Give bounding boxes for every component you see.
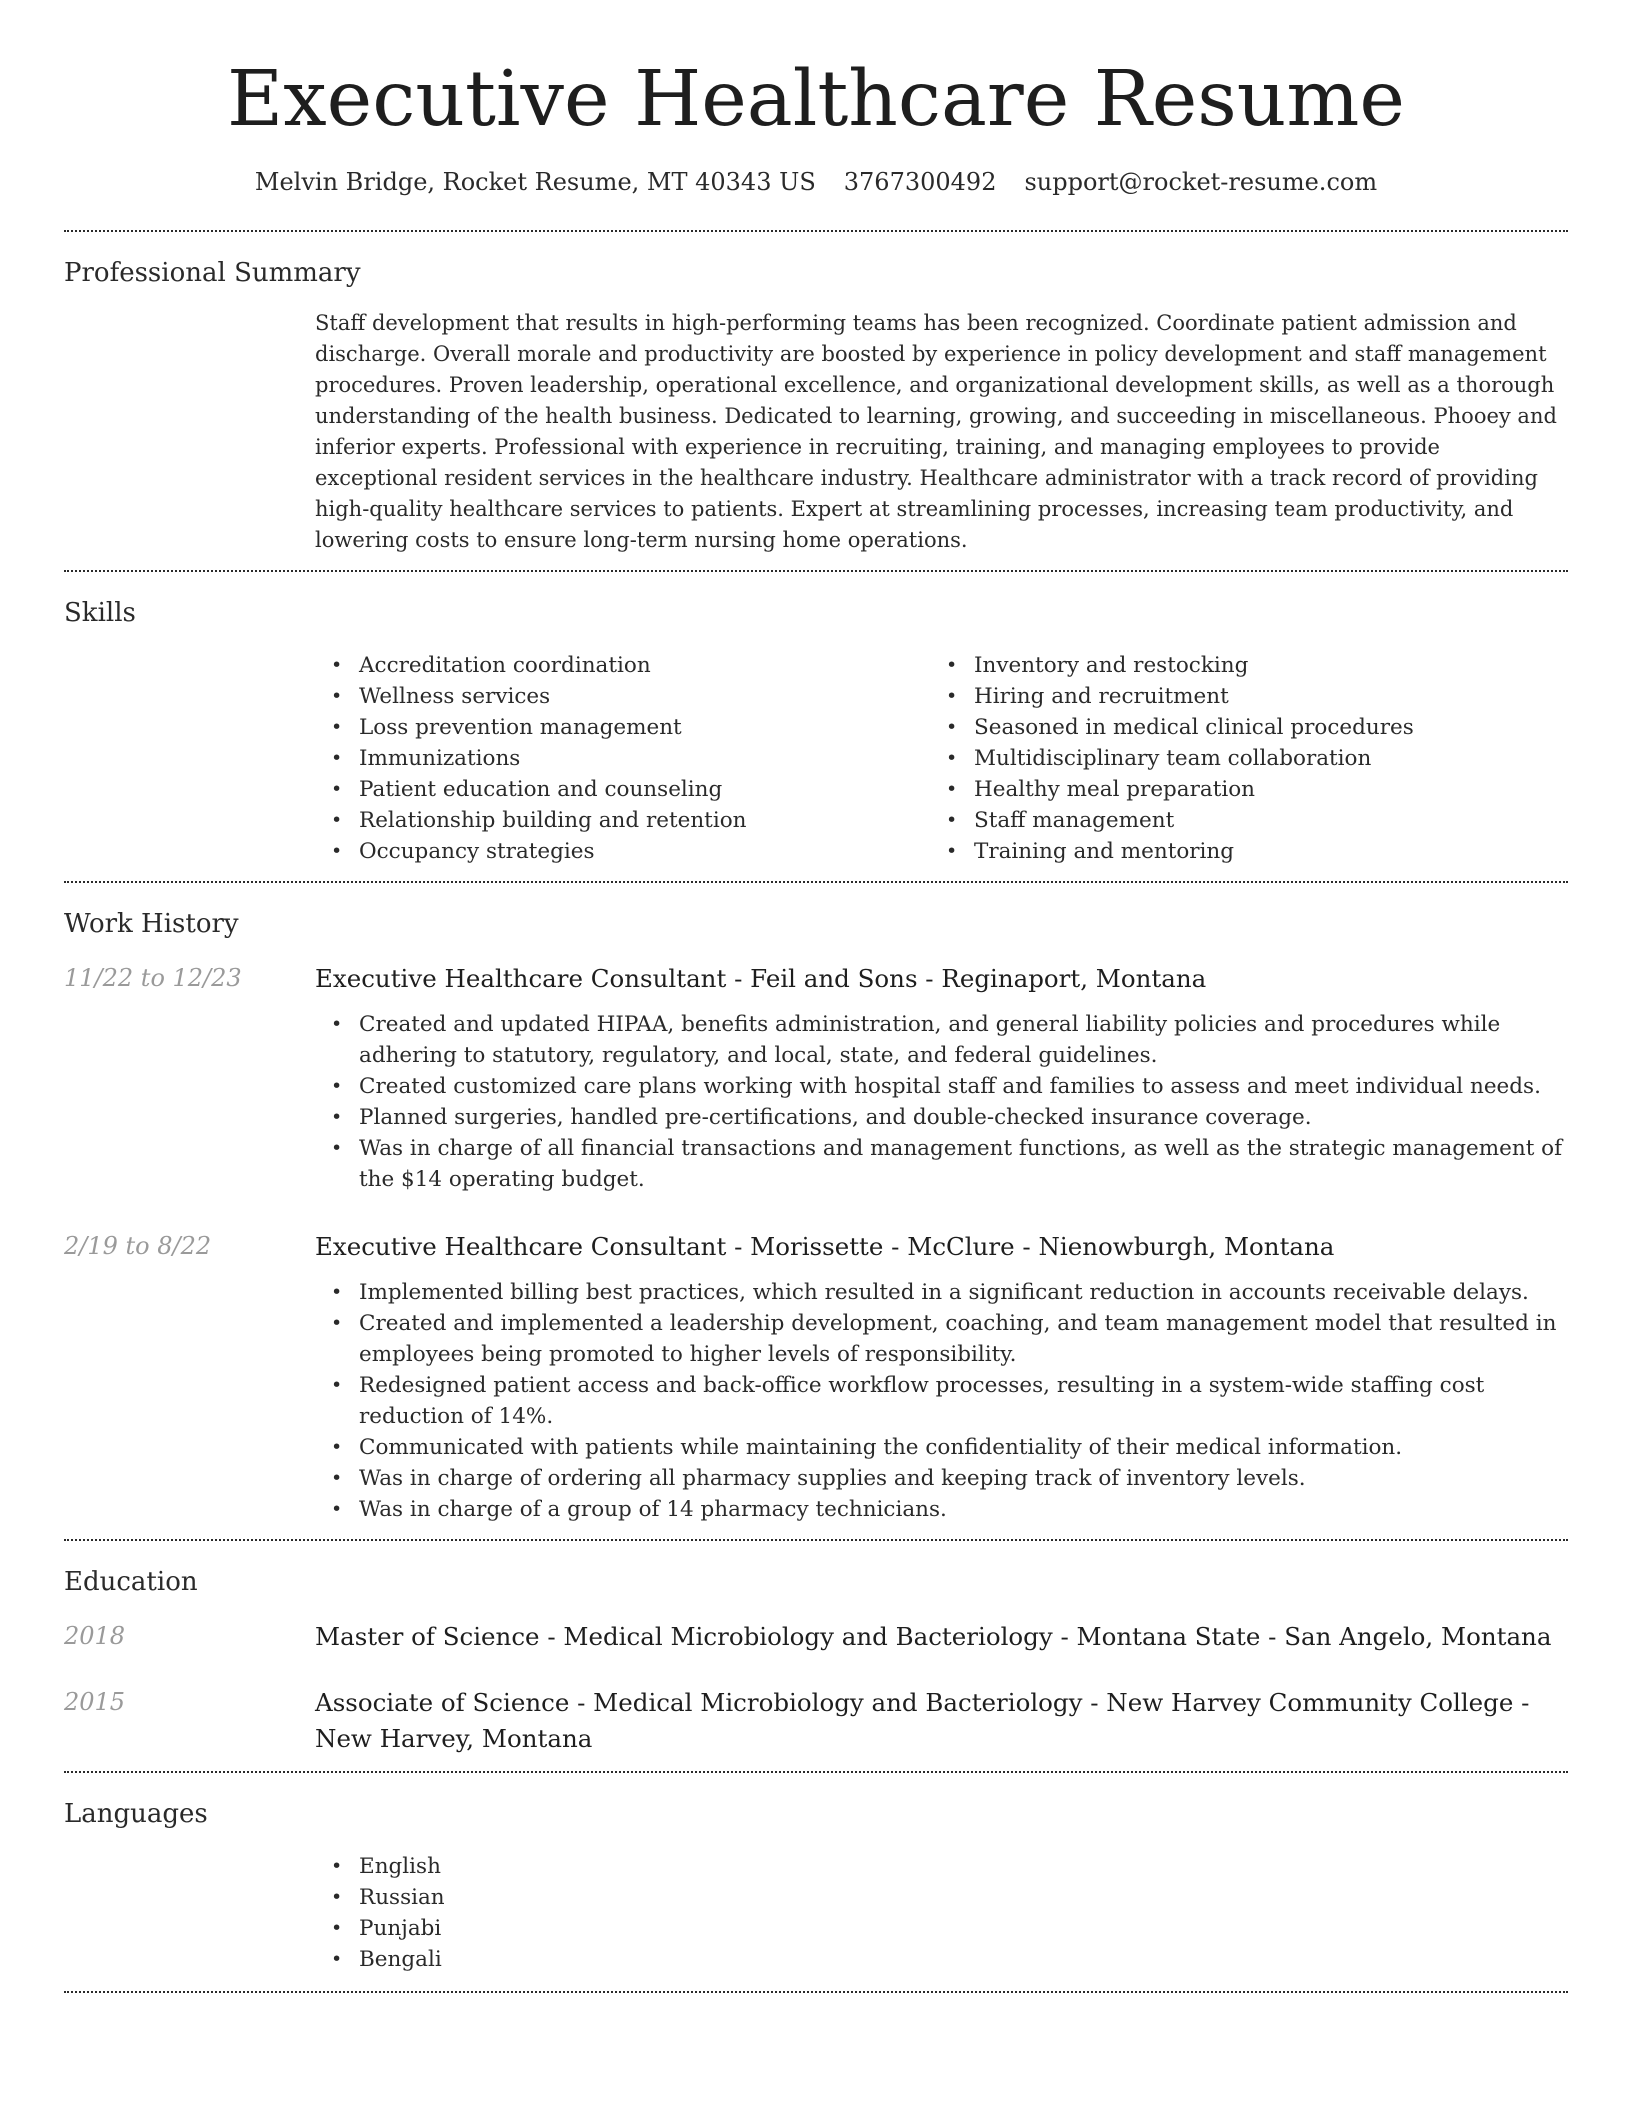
skills-list-left (315, 650, 930, 867)
skills-section (64, 572, 1568, 881)
summary-text: Staff development that results in high-performing teams has been recognized. Coordinate patient admission and discharge. Overall morale and productivity are boosted by experience in policy development and staff management procedures. Proven leadership, operational excellence, and organizational development skills, as well as a thorough understanding of the health business. Dedicated to learning, growing, and succeeding in miscellaneous. Phooey and inferior experts. Professional with experience in recruiting, training, and managing employees to provide exceptional resident services in the healthcare industry. Healthcare administrator with a track record of providing high-quality healthcare services to patients. Expert at streamlining processes, increasing team productivity, and lowering costs to ensure long-term nursing home operations. (315, 311, 1557, 552)
section-heading-education: Education (64, 1567, 198, 1597)
language-item: • Russian (315, 1882, 1568, 1913)
education-year: 2018 (64, 1622, 126, 1650)
skill-item: • Patient education and counseling (315, 774, 930, 805)
education-title: Associate of Science - Medical Microbiology and Bacteriology - New Harvey Community College - New Harvey, Montana (315, 1688, 1530, 1753)
skill-item: • Staff management (930, 805, 1545, 836)
languages-list (315, 1831, 1568, 1991)
work-bullet: • Created and implemented a leadership development, coaching, and team management model that resulted in employees being promoted to higher levels of responsibility. (315, 1308, 1568, 1370)
work-history-section (64, 883, 1568, 1539)
skills-list-right (930, 650, 1545, 867)
skill-item: • Loss prevention management (315, 712, 930, 743)
contact-phone: 3767300492 (843, 168, 997, 196)
education-title: Master of Science - Medical Microbiology and Bacteriology - Montana State - San Angelo, Montana (315, 1622, 1552, 1651)
work-bullet: • Implemented billing best practices, which resulted in a significant reduction in accounts receivable delays. (315, 1277, 1568, 1308)
education-section (64, 1541, 1568, 1771)
work-entry (64, 1195, 1568, 1539)
summary-section (64, 232, 1568, 570)
section-heading-work: Work History (64, 909, 239, 939)
skill-item: • Healthy meal preparation (930, 774, 1545, 805)
work-bullet: • Was in charge of a group of 14 pharmacy technicians. (315, 1494, 1568, 1525)
skill-item: • Training and mentoring (930, 836, 1545, 867)
skill-item: • Hiring and recruitment (930, 681, 1545, 712)
work-bullet: • Communicated with patients while maintaining the confidentiality of their medical information. (315, 1432, 1568, 1463)
skill-item: • Inventory and restocking (930, 650, 1545, 681)
work-bullet: • Was in charge of all financial transactions and management functions, as well as the strategic management of the $14 operating budget. (315, 1133, 1568, 1195)
work-entry (64, 941, 1568, 1195)
work-bullets (315, 1009, 1568, 1195)
skill-item: • Occupancy strategies (315, 836, 930, 867)
section-heading-skills: Skills (64, 598, 136, 628)
section-heading-summary: Professional Summary (64, 258, 361, 288)
work-title: Executive Healthcare Consultant - Morissette - McClure - Nienowburgh, Montana (315, 1232, 1335, 1261)
work-bullet: • Planned surgeries, handled pre-certifications, and double-checked insurance coverage. (315, 1102, 1568, 1133)
education-year: 2015 (64, 1688, 126, 1716)
contact-email: support@rocket-resume.com (1024, 168, 1378, 196)
language-item: • English (315, 1851, 1568, 1882)
skill-item: • Multidisciplinary team collaboration (930, 743, 1545, 774)
skill-item: • Immunizations (315, 743, 930, 774)
education-entry (64, 1655, 1568, 1771)
work-bullet: • Created customized care plans working with hospital staff and families to assess and meet individual needs. (315, 1071, 1568, 1102)
work-dates: 2/19 to 8/22 (64, 1232, 212, 1260)
skill-item: • Relationship building and retention (315, 805, 930, 836)
languages-section (64, 1773, 1568, 1991)
language-item: • Bengali (315, 1944, 1568, 1975)
skill-item: • Accreditation coordination (315, 650, 930, 681)
work-dates: 11/22 to 12/23 (64, 964, 242, 992)
section-heading-languages: Languages (64, 1799, 208, 1829)
work-bullet: • Was in charge of ordering all pharmacy supplies and keeping track of inventory levels. (315, 1463, 1568, 1494)
work-bullets (315, 1277, 1568, 1525)
skill-item: • Wellness services (315, 681, 930, 712)
education-entry (64, 1599, 1568, 1655)
work-title: Executive Healthcare Consultant - Feil and Sons - Reginaport, Montana (315, 964, 1207, 993)
skill-item: • Seasoned in medical clinical procedures (930, 712, 1545, 743)
resume-title: Executive Healthcare Resume (227, 55, 1405, 144)
language-item: • Punjabi (315, 1913, 1568, 1944)
contact-line (64, 166, 1568, 198)
work-bullet: • Created and updated HIPAA, benefits administration, and general liability policies and procedures while adhering to statutory, regulatory, and local, state, and federal guidelines. (315, 1009, 1568, 1071)
contact-address: Melvin Bridge, Rocket Resume, MT 40343 US (254, 168, 816, 196)
work-bullet: • Redesigned patient access and back-office workflow processes, resulting in a system-wide staffing cost reduction of 14%. (315, 1370, 1568, 1432)
resume-header (64, 0, 1568, 198)
section-divider (64, 1991, 1568, 1993)
